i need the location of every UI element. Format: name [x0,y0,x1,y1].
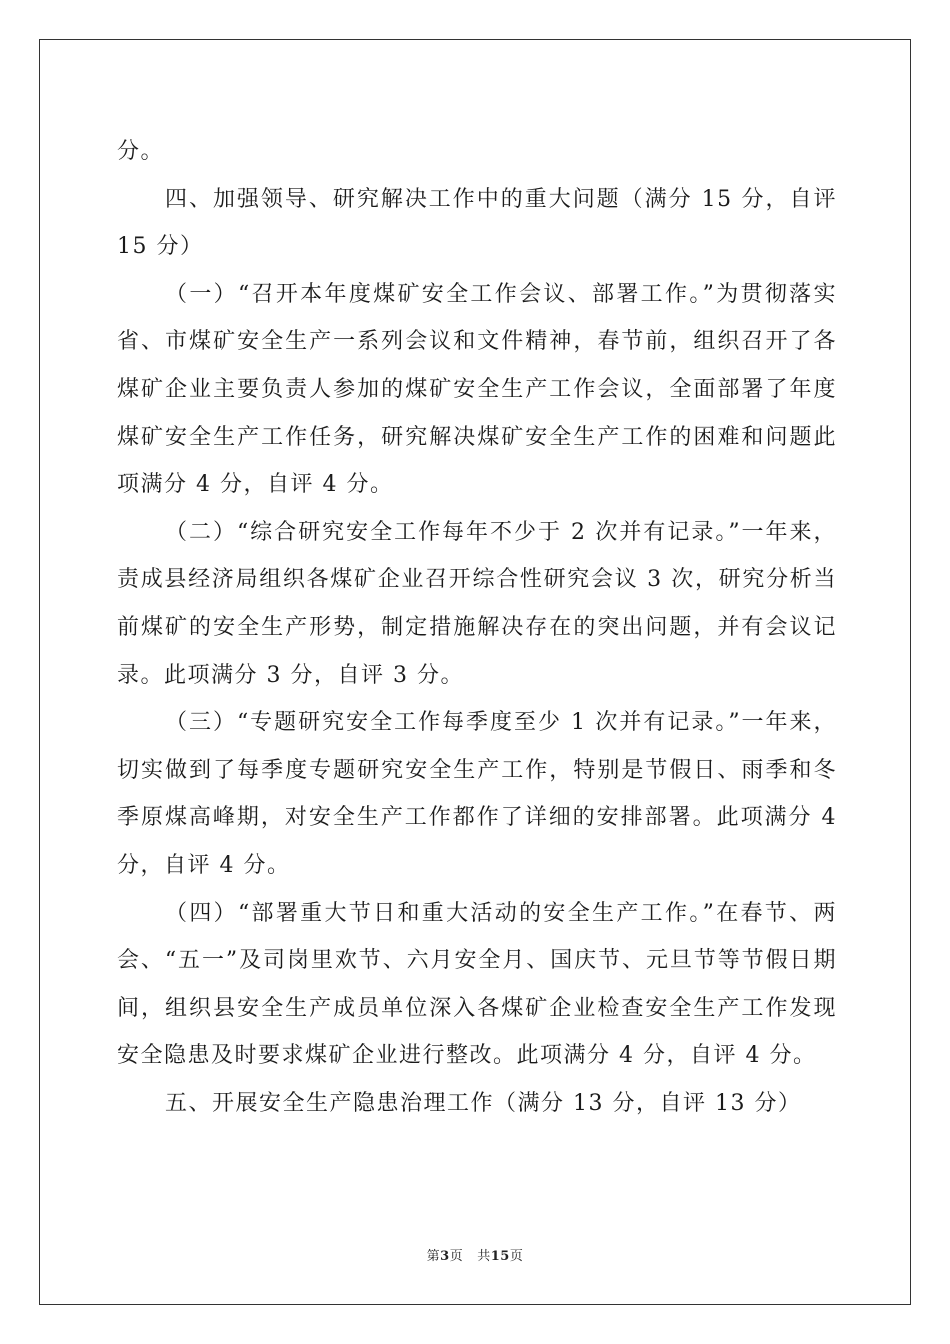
current-page-number: 3 [440,1249,450,1264]
section-heading: 四、加强领导、研究解决工作中的重大问题（满分 15 分，自评 15 分） [117,186,837,260]
page-footer [0,1245,950,1264]
section-heading: 五、开展安全生产隐患治理工作（满分 13 分，自评 13 分） [165,1090,802,1116]
page-suffix: 页 [449,1249,464,1264]
paragraph: （三）“专题研究安全工作每季度至少 1 次并有记录。”一年来，切实做到了每季度专题研究安全生产工作，特别是节假日、雨季和冬季原煤高峰期，对安全生产工作都作了详细的安排部署。此项满分 4 分，自评 4 分。 [117,710,837,878]
total-page-number: 15 [490,1249,510,1264]
paragraph: （一）“召开本年度煤矿安全工作会议、部署工作。”为贯彻落实省、市煤矿安全生产一系列会议和文件精神，春节前，组织召开了各煤矿企业主要负责人参加的煤矿安全生产工作会议，全面部署了年度煤矿安全生产工作任务，研究解决煤矿安全生产工作的困难和问题此项满分 4 分，自评 4 分。 [117,281,837,498]
total-suffix: 页 [509,1249,524,1264]
paragraph: 分。 [117,139,165,164]
document-body [117,128,837,1127]
page-prefix: 第 [426,1249,441,1264]
paragraph: （二）“综合研究安全工作每年不少于 2 次并有记录。”一年来，责成县经济局组织各煤矿企业召开综合性研究会议 3 次，研究分析当前煤矿的安全生产形势，制定措施解决存在的突出问题，并有会议记录。此项满分 3 分，自评 3 分。 [117,519,837,688]
total-prefix: 共 [477,1249,491,1264]
paragraph: （四）“部署重大节日和重大活动的安全生产工作。”在春节、两会、“五一”及司岗里欢节、六月安全月、国庆节、元旦节等节假日期间，组织县安全生产成员单位深入各煤矿企业检查安全生产工作发现安全隐患及时要求煤矿企业进行整改。此项满分 4 分，自评 4 分。 [117,900,837,1069]
